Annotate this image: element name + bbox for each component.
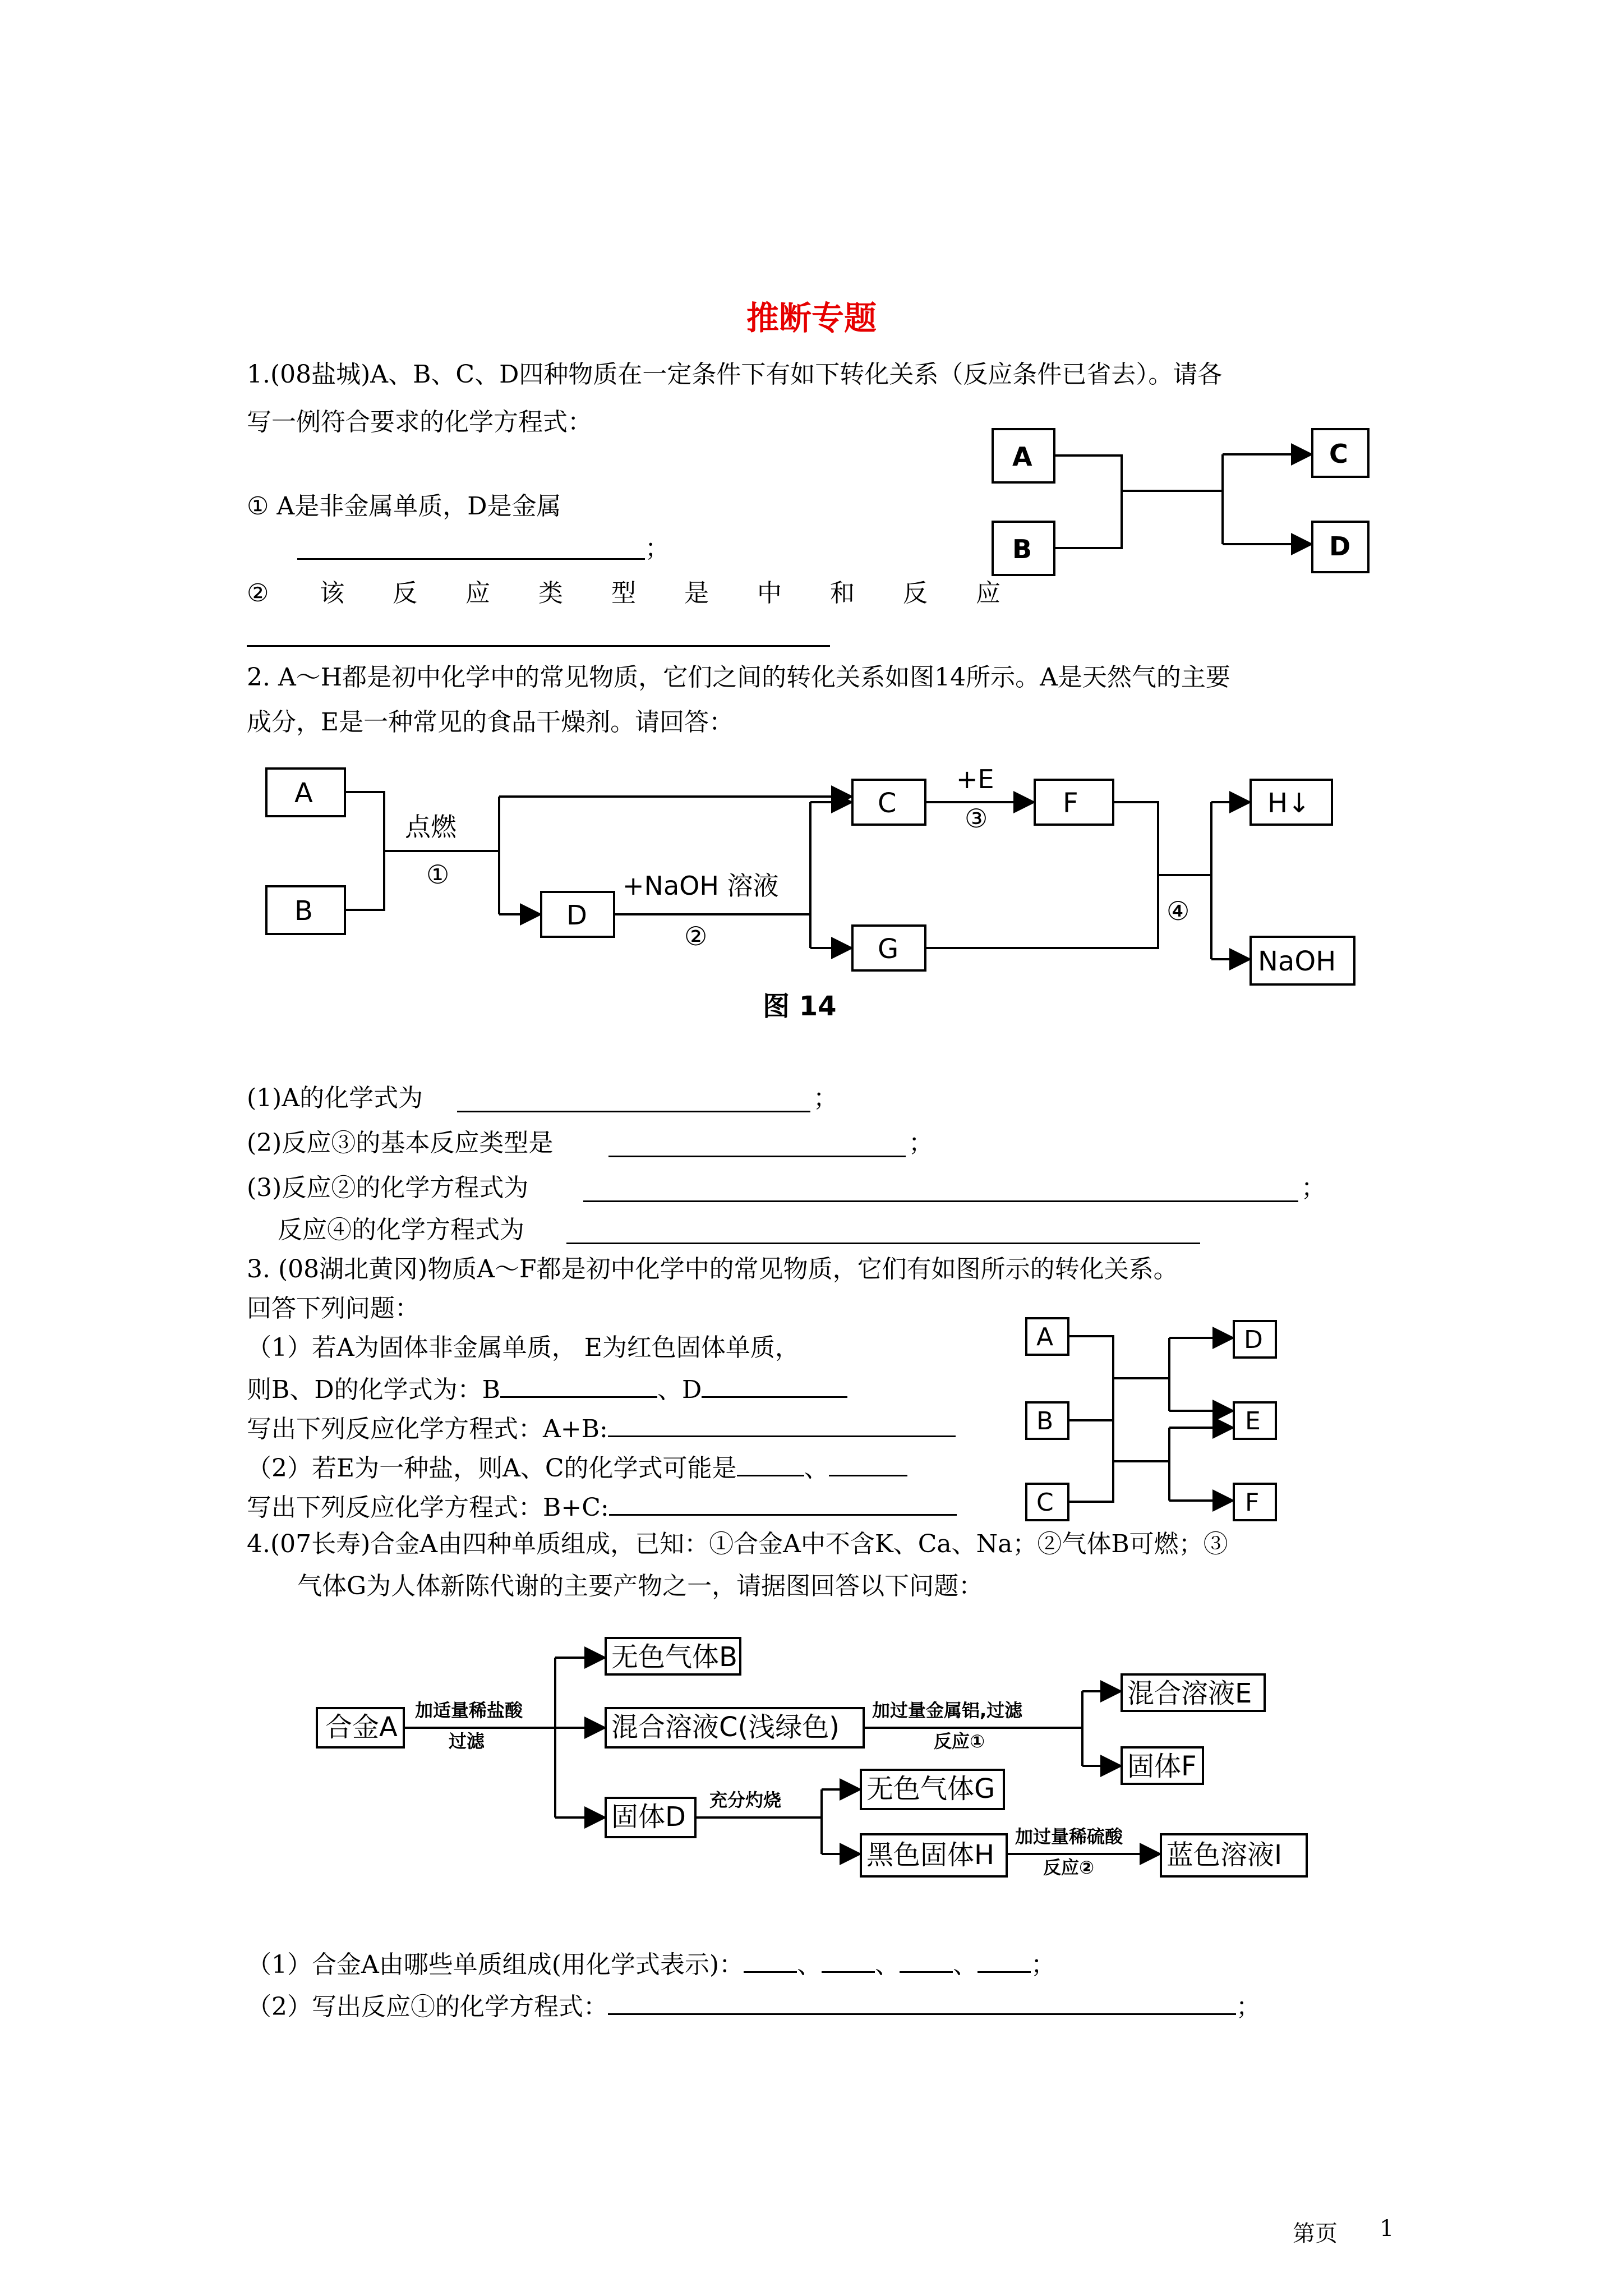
q2-reaction3-label: ③ <box>965 803 988 834</box>
q1-item2: ② 该 反 应 类 型 是 中 和 反 应 <box>247 579 1000 608</box>
q2-s2-blank[interactable] <box>608 1156 906 1157</box>
q4-element1-blank[interactable] <box>744 1947 797 1973</box>
q2-line1: 2. A～H都是初中化学中的常见物质，它们之间的转化关系如图14所示。A是天然气的主要 <box>247 663 1230 692</box>
q2-label-f: F <box>1063 788 1078 819</box>
q3-label-f: F <box>1245 1488 1260 1517</box>
q4-label-gas-b: 无色气体B <box>611 1641 737 1673</box>
q4-label-alloy: 合金A <box>325 1711 398 1743</box>
q2-s2-end: ； <box>909 1129 933 1157</box>
q1-line2: 写一例符合要求的化学方程式： <box>247 408 592 436</box>
footer-label: 第页 <box>1293 2221 1338 2247</box>
q2-diagram <box>258 757 1380 1027</box>
q4-reaction2-label: 反应② <box>1043 1857 1095 1878</box>
q4-label-sol-c: 混合溶液C(浅绿色) <box>611 1711 840 1743</box>
q2-s3: (3)反应②的化学方程式为 <box>247 1174 529 1202</box>
q3-b-blank[interactable] <box>500 1372 657 1398</box>
q4-element4-blank[interactable] <box>978 1947 1031 1973</box>
q3-ab-equation-blank[interactable] <box>608 1411 956 1437</box>
q1-label-b: B <box>1012 534 1032 564</box>
q2-reaction2-label: ② <box>684 921 708 951</box>
q2-s2: (2)反应③的基本反应类型是 <box>247 1129 554 1157</box>
q3-label-e: E <box>1245 1407 1261 1435</box>
q3-a-blank[interactable] <box>737 1450 804 1476</box>
q2-ignite-label: 点燃 <box>405 812 457 842</box>
q1-diagram <box>987 424 1380 581</box>
q2-s3-blank[interactable] <box>583 1200 1298 1202</box>
q4-line2: 气体G为人体新陈代谢的主要产物之一，请据图回答以下问题： <box>297 1572 984 1600</box>
page-title: 推断专题 <box>746 299 877 337</box>
q4-element2-blank[interactable] <box>822 1947 875 1973</box>
q3-line4: 则B、D的化学式为：B 、D <box>247 1372 847 1406</box>
q2-label-c: C <box>878 788 897 819</box>
q1-label-a: A <box>1012 441 1032 472</box>
q4-diagram <box>314 1627 1324 1896</box>
q2-s1-end: ； <box>813 1084 838 1112</box>
q1-label-c: C <box>1329 439 1348 469</box>
page-number: 1 <box>1380 2216 1394 2242</box>
q1-item1: ① A是非金属单质，D是金属 <box>247 492 561 521</box>
q3-d-blank[interactable] <box>702 1372 847 1398</box>
q2-label-naoh: NaOH <box>1258 946 1336 977</box>
q3-c-blank[interactable] <box>829 1450 907 1476</box>
q3-label-d: D <box>1244 1326 1263 1354</box>
q2-label-g: G <box>878 933 899 965</box>
q2-reaction4-label: ④ <box>1166 896 1190 926</box>
q4-equation-blank[interactable] <box>608 1989 1236 2015</box>
q2-reaction1-label: ① <box>426 859 450 890</box>
q4-label-black-h: 黑色固体H <box>866 1839 995 1871</box>
q2-s3-end: ； <box>1301 1174 1326 1202</box>
q2-naoh-solution-label: +NaOH 溶液 <box>623 871 779 901</box>
q2-label-h: H↓ <box>1267 788 1311 819</box>
q3-bc-equation-blank[interactable] <box>609 1489 957 1516</box>
q4-filter-label: 过滤 <box>449 1731 485 1752</box>
q4-reaction1-label: 反应① <box>934 1731 985 1752</box>
q4-acid-label: 加适量稀盐酸 <box>415 1700 523 1721</box>
q2-figure-caption: 图 14 <box>763 991 837 1022</box>
q3-line5: 写出下列反应化学方程式：A+B: <box>247 1411 956 1445</box>
q3-label-a: A <box>1036 1323 1054 1351</box>
q4-h2so4-label: 加过量稀硫酸 <box>1015 1826 1123 1847</box>
q3-line1: 3. (08湖北黄冈)物质A～F都是初中化学中的常见物质，它们有如图所示的转化关系。 <box>247 1255 1178 1283</box>
q2-s1-blank[interactable] <box>457 1111 810 1112</box>
q4-al-label: 加过量金属铝,过滤 <box>872 1700 1023 1721</box>
q3-diagram <box>1021 1313 1301 1531</box>
q3-label-b: B <box>1036 1407 1054 1435</box>
q3-line2: 回答下列问题： <box>247 1294 419 1323</box>
q4-s2: （2）写出反应①的化学方程式： ； <box>247 1989 1261 2023</box>
q4-label-gas-g: 无色气体G <box>866 1773 995 1805</box>
q2-s1: (1)A的化学式为 <box>247 1084 423 1112</box>
q1-label-d: D <box>1329 531 1351 562</box>
q4-label-solid-d: 固体D <box>611 1801 686 1833</box>
q1-item1-end: ； <box>645 534 670 563</box>
q4-element3-blank[interactable] <box>900 1947 953 1973</box>
q1-line1: 1.(08盐城)A、B、C、D四种物质在一定条件下有如下转化关系（反应条件已省去）。请各 <box>247 360 1223 389</box>
q2-s4-blank[interactable] <box>566 1243 1200 1244</box>
q2-plus-e-label: +E <box>956 764 994 794</box>
q2-label-a: A <box>294 777 313 809</box>
q4-s1: （1）合金A由哪些单质组成(用化学式表示)： 、 、 、 ； <box>247 1947 1055 1981</box>
q4-label-sol-e: 混合溶液E <box>1127 1678 1252 1709</box>
q3-line3: （1）若A为固体非金属单质， E为红色固体单质， <box>247 1333 800 1362</box>
q1-answer1-blank[interactable] <box>297 558 645 560</box>
q2-label-d: D <box>566 900 587 931</box>
q2-line2: 成分，E是一种常见的食品干燥剂。请回答： <box>247 708 734 737</box>
q4-burn-label: 充分灼烧 <box>709 1789 782 1811</box>
q3-line6: （2）若E为一种盐，则A、C的化学式可能是 、 <box>247 1450 907 1484</box>
q3-line7: 写出下列反应化学方程式：B+C: <box>247 1489 957 1524</box>
q4-label-blue-i: 蓝色溶液I <box>1166 1839 1283 1871</box>
q2-s4: 反应④的化学方程式为 <box>278 1216 524 1244</box>
q1-answer2-blank[interactable] <box>247 645 830 647</box>
q4-line1: 4.(07长寿)合金A由四种单质组成，已知：①合金A中不含K、Ca、Na；②气体B可燃；③ <box>247 1530 1228 1558</box>
q2-label-b: B <box>294 895 313 927</box>
q4-label-solid-f: 固体F <box>1127 1751 1197 1782</box>
q3-label-c: C <box>1036 1488 1054 1517</box>
